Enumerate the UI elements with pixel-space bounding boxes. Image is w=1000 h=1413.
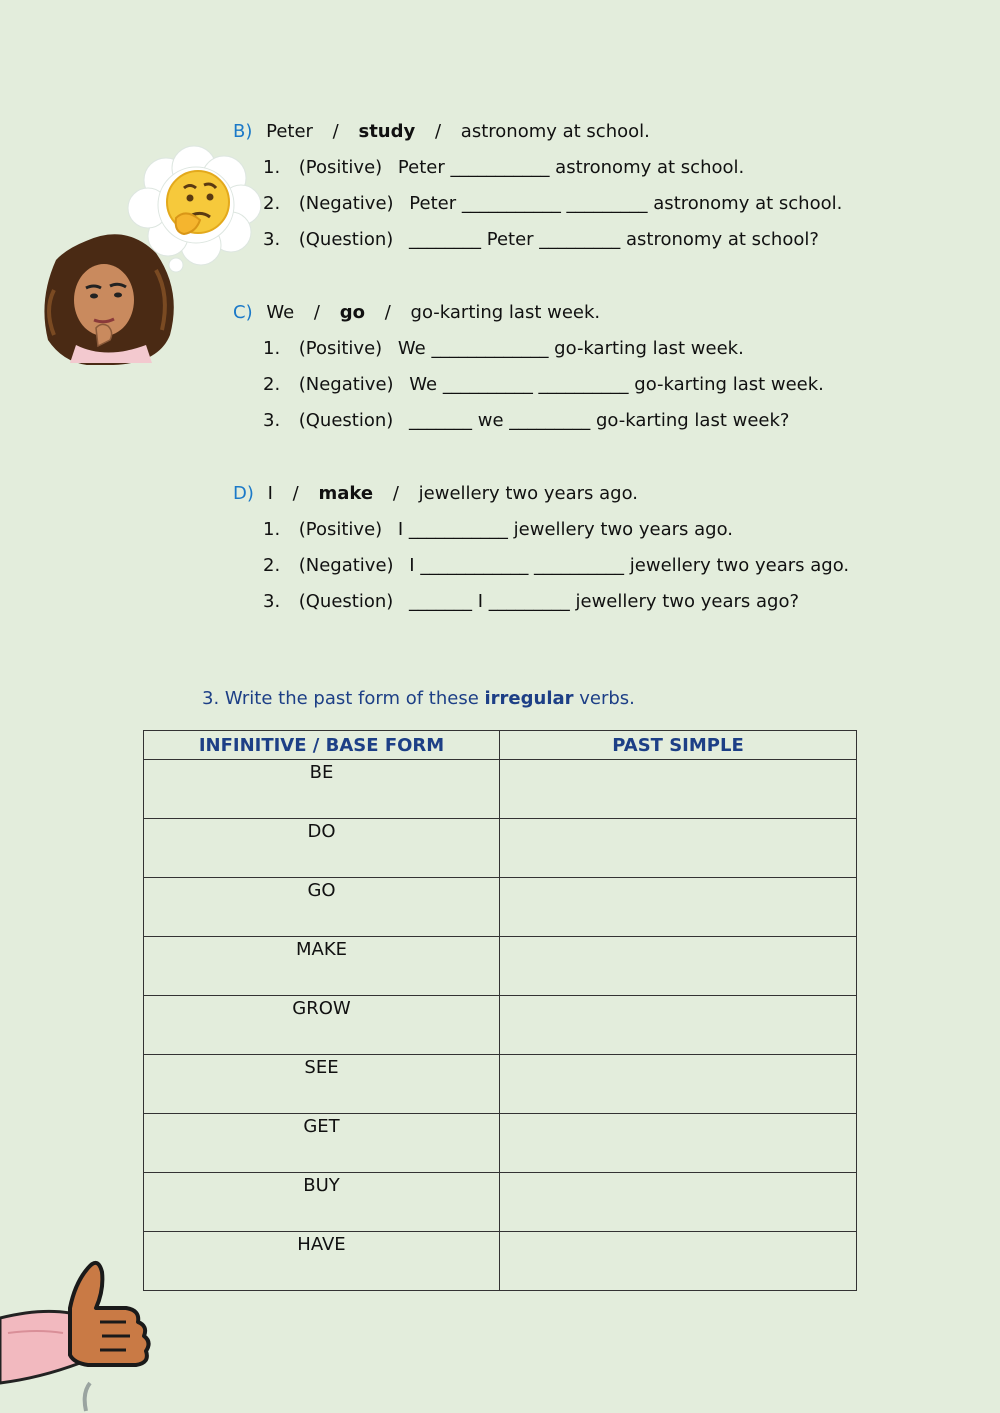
line-number: 3. xyxy=(263,410,281,431)
line-number: 2. xyxy=(263,555,281,576)
prompt-verb: make xyxy=(318,483,374,504)
table-row xyxy=(144,937,857,996)
base-form-cell: BE xyxy=(144,760,500,819)
line-text[interactable]: We _____________ go-karting last week. xyxy=(397,338,744,359)
prompt-verb: go xyxy=(339,302,365,323)
thinking-girl-emoji-icon xyxy=(36,140,266,365)
header-infinitive: INFINITIVE / BASE FORM xyxy=(144,731,500,760)
prompt-separator: / xyxy=(384,302,391,323)
line-number: 1. xyxy=(263,157,281,178)
exercise-line xyxy=(233,150,933,186)
table-row xyxy=(144,878,857,937)
exercise-b xyxy=(233,114,933,258)
section-title-bold: irregular xyxy=(484,688,574,709)
exercise-prompt xyxy=(233,476,933,512)
prompt-separator: / xyxy=(392,483,399,504)
line-number: 3. xyxy=(263,229,281,250)
line-kind: (Question) xyxy=(298,591,394,612)
prompt-subject: Peter xyxy=(266,121,313,142)
exercise-line xyxy=(233,222,933,258)
line-text[interactable]: ________ Peter _________ astronomy at school? xyxy=(409,229,819,250)
line-text[interactable]: Peter ___________ _________ astronomy at school. xyxy=(409,193,843,214)
line-kind: (Question) xyxy=(298,229,394,250)
header-past-simple: PAST SIMPLE xyxy=(500,731,857,760)
exercise-line xyxy=(233,403,933,439)
exercise-line xyxy=(233,331,933,367)
irregular-verbs-table xyxy=(143,730,857,1291)
past-simple-cell[interactable] xyxy=(500,878,857,937)
exercise-line xyxy=(233,186,933,222)
table-row xyxy=(144,1232,857,1291)
line-number: 2. xyxy=(263,374,281,395)
base-form-cell: BUY xyxy=(144,1173,500,1232)
base-form-cell: GO xyxy=(144,878,500,937)
base-form-cell: HAVE xyxy=(144,1232,500,1291)
exercise-prompt xyxy=(233,295,933,331)
base-form-cell: MAKE xyxy=(144,937,500,996)
past-simple-cell[interactable] xyxy=(500,1055,857,1114)
line-kind: (Positive) xyxy=(298,338,383,359)
table-row xyxy=(144,819,857,878)
table-row xyxy=(144,1055,857,1114)
section-3-title xyxy=(202,688,635,709)
past-simple-cell[interactable] xyxy=(500,1232,857,1291)
exercise-line xyxy=(233,512,933,548)
prompt-rest: go-karting last week. xyxy=(410,302,601,323)
line-text[interactable]: _______ we _________ go-karting last week? xyxy=(409,410,790,431)
exercise-line xyxy=(233,548,933,584)
section-title-prefix: 3. Write the past form of these xyxy=(202,688,485,709)
line-kind: (Negative) xyxy=(298,193,394,214)
line-text[interactable]: Peter ___________ astronomy at school. xyxy=(397,157,745,178)
line-text[interactable]: _______ I _________ jewellery two years ago? xyxy=(409,591,800,612)
exercise-line xyxy=(233,367,933,403)
prompt-rest: jewellery two years ago. xyxy=(418,483,639,504)
line-text[interactable]: I ____________ __________ jewellery two years ago. xyxy=(409,555,850,576)
line-kind: (Positive) xyxy=(298,157,383,178)
exercise-line xyxy=(233,584,933,620)
line-number: 3. xyxy=(263,591,281,612)
prompt-rest: astronomy at school. xyxy=(460,121,650,142)
table-row xyxy=(144,760,857,819)
prompt-separator: / xyxy=(313,302,320,323)
line-text[interactable]: We __________ __________ go-karting last week. xyxy=(409,374,824,395)
line-text[interactable]: I ___________ jewellery two years ago. xyxy=(397,519,734,540)
past-simple-cell[interactable] xyxy=(500,1173,857,1232)
prompt-subject: We xyxy=(266,302,295,323)
line-number: 1. xyxy=(263,519,281,540)
prompt-verb: study xyxy=(358,121,416,142)
past-simple-cell[interactable] xyxy=(500,996,857,1055)
exercise-c xyxy=(233,295,933,439)
exercise-prompt xyxy=(233,114,933,150)
prompt-separator: / xyxy=(434,121,442,142)
past-simple-cell[interactable] xyxy=(500,760,857,819)
base-form-cell: GROW xyxy=(144,996,500,1055)
table-row xyxy=(144,1114,857,1173)
past-simple-cell[interactable] xyxy=(500,1114,857,1173)
line-kind: (Question) xyxy=(298,410,394,431)
line-kind: (Negative) xyxy=(298,374,394,395)
exercise-letter: D) xyxy=(233,483,254,504)
exercise-letter: B) xyxy=(233,121,253,142)
prompt-separator: / xyxy=(292,483,299,504)
line-number: 1. xyxy=(263,338,281,359)
table-row xyxy=(144,1173,857,1232)
past-simple-cell[interactable] xyxy=(500,937,857,996)
table-row xyxy=(144,996,857,1055)
prompt-subject: I xyxy=(267,483,273,504)
base-form-cell: GET xyxy=(144,1114,500,1173)
table-header-row xyxy=(144,731,857,760)
section-title-suffix: verbs. xyxy=(573,688,635,709)
base-form-cell: SEE xyxy=(144,1055,500,1114)
exercise-letter: C) xyxy=(233,302,253,323)
base-form-cell: DO xyxy=(144,819,500,878)
line-kind: (Negative) xyxy=(298,555,394,576)
prompt-separator: / xyxy=(332,121,339,142)
past-simple-cell[interactable] xyxy=(500,819,857,878)
line-number: 2. xyxy=(263,193,281,214)
line-kind: (Positive) xyxy=(298,519,383,540)
thumbs-up-icon xyxy=(0,1258,160,1413)
exercise-d xyxy=(233,476,933,620)
